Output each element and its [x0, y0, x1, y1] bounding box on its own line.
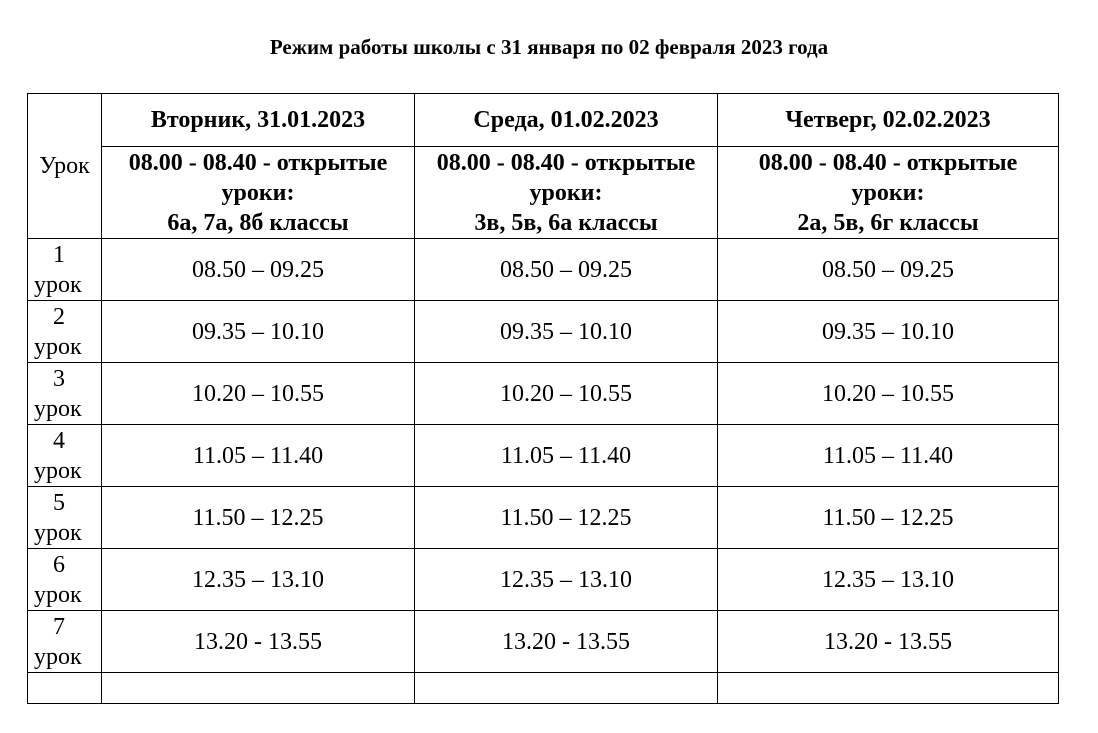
- open-lessons-time: 08.00 - 08.40 - открытые: [758, 149, 1018, 176]
- lesson-time-wednesday: 12.35 – 13.10: [415, 549, 718, 611]
- empty-cell: [718, 673, 1059, 704]
- lesson-word: урок: [34, 457, 82, 484]
- lesson-time-thursday: 08.50 – 09.25: [718, 239, 1059, 301]
- lesson-number: 1: [53, 241, 65, 268]
- lesson-time-tuesday: 10.20 – 10.55: [102, 363, 415, 425]
- schedule-table: [27, 93, 1059, 704]
- lesson-number: 2: [53, 303, 65, 330]
- table-row: [28, 363, 1059, 425]
- lesson-column-header: Урок: [28, 94, 102, 239]
- open-lessons-time: 08.00 - 08.40 - открытые: [128, 149, 388, 176]
- empty-row: [28, 673, 1059, 704]
- day-header-row: [28, 94, 1059, 147]
- open-lessons-tuesday: [102, 147, 415, 239]
- lesson-label: [28, 301, 102, 363]
- table-row: [28, 239, 1059, 301]
- lesson-time-thursday: 13.20 - 13.55: [718, 611, 1059, 673]
- document-title: Режим работы школы с 31 января по 02 февраля 2023 года: [269, 35, 829, 59]
- lesson-time-thursday: 09.35 – 10.10: [718, 301, 1059, 363]
- lesson-time-tuesday: 11.05 – 11.40: [102, 425, 415, 487]
- lesson-label: [28, 611, 102, 673]
- lesson-label: [28, 487, 102, 549]
- open-lessons-wednesday: [415, 147, 718, 239]
- open-lessons-row: [28, 147, 1059, 239]
- lesson-time-wednesday: 13.20 - 13.55: [415, 611, 718, 673]
- open-lessons-label: уроки:: [529, 179, 603, 206]
- lesson-time-thursday: 12.35 – 13.10: [718, 549, 1059, 611]
- lesson-word: урок: [34, 333, 82, 360]
- lesson-word: урок: [34, 519, 82, 546]
- lesson-label: [28, 239, 102, 301]
- lesson-time-tuesday: 09.35 – 10.10: [102, 301, 415, 363]
- empty-cell: [28, 673, 102, 704]
- table-row: [28, 611, 1059, 673]
- lesson-time-wednesday: 10.20 – 10.55: [415, 363, 718, 425]
- lesson-time-wednesday: 09.35 – 10.10: [415, 301, 718, 363]
- lesson-time-tuesday: 08.50 – 09.25: [102, 239, 415, 301]
- lesson-label: [28, 425, 102, 487]
- open-lessons-time: 08.00 - 08.40 - открытые: [436, 149, 696, 176]
- open-lessons-label: уроки:: [221, 179, 295, 206]
- lesson-time-thursday: 10.20 – 10.55: [718, 363, 1059, 425]
- lesson-number: 3: [53, 365, 65, 392]
- open-lessons-classes: 6а, 7а, 8б классы: [167, 209, 349, 236]
- empty-cell: [415, 673, 718, 704]
- lesson-word: урок: [34, 271, 82, 298]
- open-lessons-label: уроки:: [851, 179, 925, 206]
- table-row: [28, 549, 1059, 611]
- day-heading-wednesday: Среда, 01.02.2023: [415, 94, 718, 147]
- lesson-time-thursday: 11.50 – 12.25: [718, 487, 1059, 549]
- lesson-time-thursday: 11.05 – 11.40: [718, 425, 1059, 487]
- lesson-time-wednesday: 11.05 – 11.40: [415, 425, 718, 487]
- lesson-time-tuesday: 12.35 – 13.10: [102, 549, 415, 611]
- table-row: [28, 301, 1059, 363]
- lesson-word: урок: [34, 581, 82, 608]
- open-lessons-classes: 2а, 5в, 6г классы: [797, 209, 979, 236]
- lesson-number: 7: [53, 613, 65, 640]
- lesson-time-tuesday: 13.20 - 13.55: [102, 611, 415, 673]
- lesson-number: 5: [53, 489, 65, 516]
- lesson-time-tuesday: 11.50 – 12.25: [102, 487, 415, 549]
- open-lessons-thursday: [718, 147, 1059, 239]
- day-heading-tuesday: Вторник, 31.01.2023: [102, 94, 415, 147]
- empty-cell: [102, 673, 415, 704]
- table-row: [28, 425, 1059, 487]
- table-row: [28, 487, 1059, 549]
- open-lessons-classes: 3в, 5в, 6а классы: [474, 209, 658, 236]
- lesson-time-wednesday: 11.50 – 12.25: [415, 487, 718, 549]
- lesson-word: урок: [34, 395, 82, 422]
- lesson-number: 6: [53, 551, 65, 578]
- lesson-time-wednesday: 08.50 – 09.25: [415, 239, 718, 301]
- lesson-word: урок: [34, 643, 82, 670]
- lesson-label: [28, 363, 102, 425]
- day-heading-thursday: Четверг, 02.02.2023: [718, 94, 1059, 147]
- lesson-number: 4: [53, 427, 65, 454]
- lesson-label: [28, 549, 102, 611]
